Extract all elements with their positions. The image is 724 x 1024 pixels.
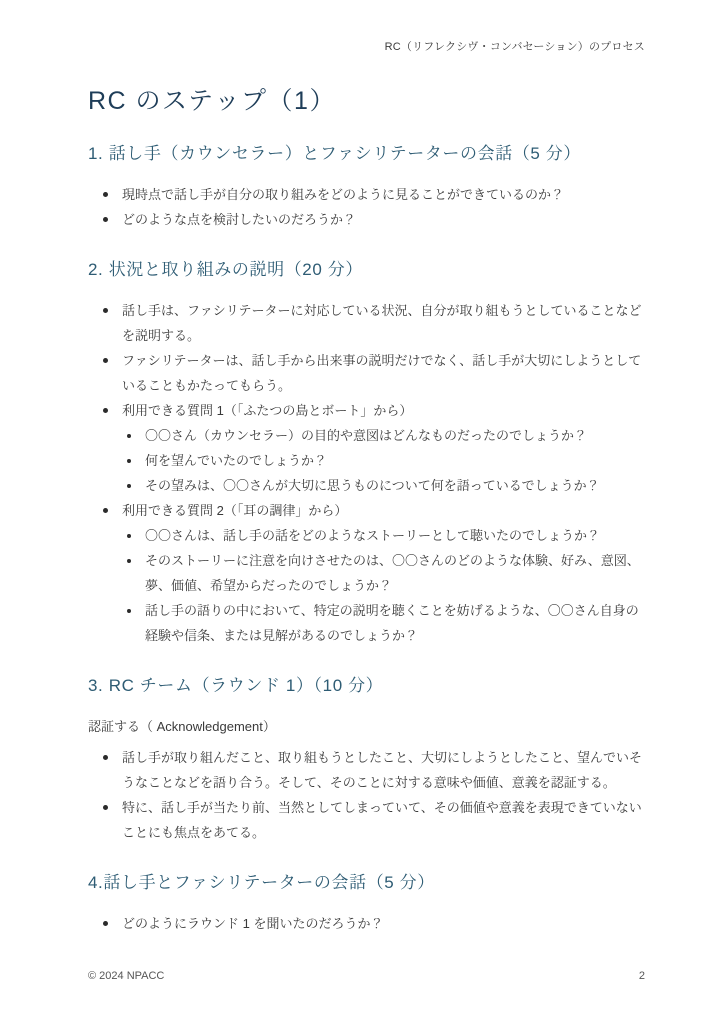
- section-heading: 1. 話し手（カウンセラー）とファシリテーターの会話（5 分）: [88, 144, 581, 163]
- document-section: [88, 871, 645, 936]
- page-title: RC のステップ（1）: [88, 87, 336, 115]
- bullet-item: 利用できる質問 1（「ふたつの島とボート」から）: [88, 398, 645, 423]
- bullet-item: 特に、話し手が当たり前、当然としてしまっていて、その価値や意義を表現できていないことにも焦点をあてる。: [88, 795, 645, 845]
- document-body: [88, 142, 645, 936]
- bullet-item: ファシリテーターは、話し手から出来事の説明だけでなく、話し手が大切にしようとしていることもかたってもらう。: [88, 348, 645, 398]
- bullet-item: 利用できる質問 2（「耳の調律」から）: [88, 498, 645, 523]
- bullet-item: そのストーリーに注意を向けさせたのは、〇〇さんのどのような体験、好み、意図、夢、価値、希望からだったのでしょうか？: [88, 548, 645, 598]
- section-heading: 2. 状況と取り組みの説明（20 分）: [88, 260, 363, 279]
- bullet-item: 話し手が取り組んだこと、取り組もうとしたこと、大切にしようとしたこと、望んでいそうなことなどを語り合う。そして、そのことに対する意味や価値、意義を認証する。: [88, 745, 645, 795]
- section-heading: 4.話し手とファシリテーターの会話（5 分）: [88, 873, 435, 892]
- header-note: RC（リフレクシヴ・コンバセーション）のプロセス: [384, 41, 645, 53]
- bullet-list: [88, 298, 645, 648]
- footer-page-number: 2: [638, 970, 645, 982]
- document-section: [88, 674, 645, 845]
- bullet-item: 話し手は、ファシリテーターに対応している状況、自分が取り組もうとしていることなどを説明する。: [88, 298, 645, 348]
- bullet-item: 現時点で話し手が自分の取り組みをどのように見ることができているのか？: [88, 182, 645, 207]
- document-section: [88, 142, 645, 232]
- document-section: [88, 258, 645, 648]
- section-intro: 認証する（ Acknowledgement）: [88, 719, 276, 734]
- footer-copyright: © 2024 NPACC: [88, 970, 165, 982]
- bullet-list: [88, 745, 645, 845]
- bullet-item: 〇〇さん（カウンセラー）の目的や意図はどんなものだったのでしょうか？: [88, 423, 645, 448]
- bullet-item: 話し手の語りの中において、特定の説明を聴くことを妨げるような、〇〇さん自身の経験や信条、または見解があるのでしょうか？: [88, 598, 645, 648]
- bullet-item: どのような点を検討したいのだろうか？: [88, 207, 645, 232]
- section-heading: 3. RC チーム（ラウンド 1）（10 分）: [88, 676, 384, 695]
- bullet-list: [88, 911, 645, 936]
- page-footer: [88, 970, 645, 982]
- bullet-item: どのようにラウンド 1 を聞いたのだろうか？: [88, 911, 645, 936]
- bullet-item: その望みは、〇〇さんが大切に思うものについて何を語っているでしょうか？: [88, 473, 645, 498]
- bullet-item: 〇〇さんは、話し手の話をどのようなストーリーとして聴いたのでしょうか？: [88, 523, 645, 548]
- bullet-list: [88, 182, 645, 232]
- bullet-item: 何を望んでいたのでしょうか？: [88, 448, 645, 473]
